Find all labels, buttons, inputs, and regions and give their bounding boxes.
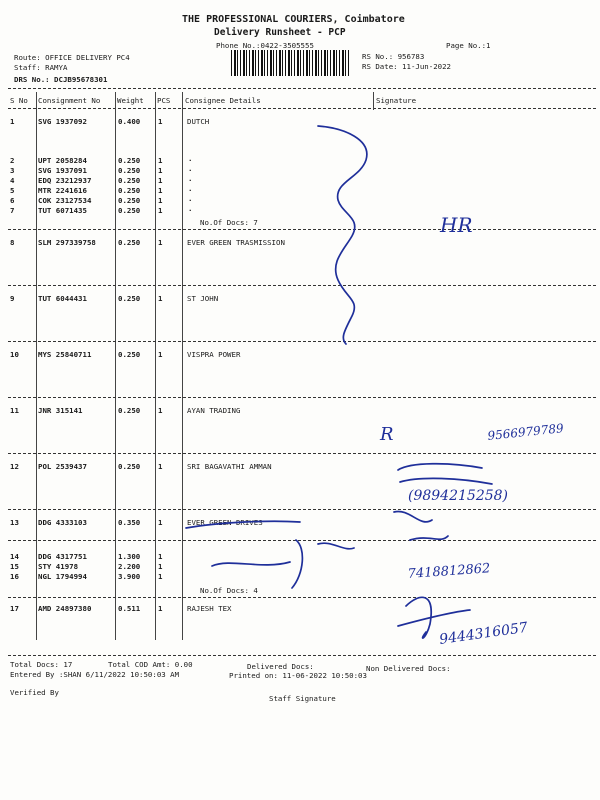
- docs-count-group2: No.Of Docs: 4: [200, 586, 258, 595]
- row-consignment: SVG 1937091: [38, 166, 87, 175]
- row-consignee: EVER GREEN DRIVES: [187, 518, 263, 527]
- row-sno: 8: [10, 238, 15, 247]
- row-weight: 0.250: [118, 176, 141, 185]
- row-weight: 0.511: [118, 604, 141, 613]
- rs-number: RS No.: 956783: [362, 52, 425, 61]
- row-consignee: ST JOHN: [187, 294, 219, 303]
- row-pcs: 1: [158, 156, 163, 165]
- row-pcs: 1: [158, 562, 163, 571]
- row-consignee: EVER GREEN TRASMISSION: [187, 238, 285, 247]
- row-consignment: STY 41978: [38, 562, 79, 571]
- row-sno: 6: [10, 196, 15, 205]
- route: Route: OFFICE DELIVERY PC4: [14, 53, 130, 62]
- row-weight: 1.300: [118, 552, 141, 561]
- printed-on: Printed on: 11-06-2022 10:50:03: [229, 671, 367, 680]
- row-pcs: 1: [158, 117, 163, 126]
- row-sno: 13: [10, 518, 19, 527]
- col-consignee: Consignee Details: [185, 96, 261, 105]
- staff: Staff: RAMYA: [14, 63, 68, 72]
- row-weight: 0.250: [118, 350, 141, 359]
- handwritten-phone-17: 9444316057: [438, 619, 529, 648]
- row-weight: 0.250: [118, 186, 141, 195]
- col-consignment: Consignment No: [38, 96, 101, 105]
- row-sno: 15: [10, 562, 19, 571]
- row-weight: 0.250: [118, 206, 141, 215]
- row-weight: 0.250: [118, 196, 141, 205]
- sig-row11: R: [380, 424, 394, 445]
- verified-by: Verified By: [10, 688, 59, 697]
- page-number: Page No.:1: [446, 41, 491, 50]
- non-delivered-docs: Non Delivered Docs:: [366, 664, 451, 673]
- row-consignment: MTR 2241616: [38, 186, 87, 195]
- rs-date: RS Date: 11-Jun-2022: [362, 62, 451, 71]
- entered-by: Entered By :SHAN 6/11/2022 10:50:03 AM: [10, 670, 180, 679]
- row-weight: 0.250: [118, 294, 141, 303]
- row-sno: 16: [10, 572, 19, 581]
- row-consignee: RAJESH TEX: [187, 604, 232, 613]
- row-sno: 5: [10, 186, 15, 195]
- col-signature: Signature: [376, 96, 417, 105]
- row-consignee: .: [188, 164, 193, 173]
- row-consignee: .: [188, 204, 193, 213]
- row-consignment: SLM 297339758: [38, 238, 96, 247]
- row-consignee: DUTCH: [187, 117, 210, 126]
- row-sno: 10: [10, 350, 19, 359]
- row-consignment: TUT 6044431: [38, 294, 87, 303]
- runsheet-title: Delivery Runsheet - PCP: [214, 27, 346, 38]
- row-sno: 9: [10, 294, 15, 303]
- row-pcs: 1: [158, 406, 163, 415]
- row-pcs: 1: [158, 462, 163, 471]
- company-name: THE PROFESSIONAL COURIERS, Coimbatore: [182, 14, 405, 25]
- row-sno: 1: [10, 117, 15, 126]
- row-weight: 0.250: [118, 462, 141, 471]
- row-sno: 12: [10, 462, 19, 471]
- row-weight: 0.250: [118, 238, 141, 247]
- row-consignee: SRI BAGAVATHI AMMAN: [187, 462, 272, 471]
- row-pcs: 1: [158, 176, 163, 185]
- drs-number: DRS No.: DCJB95678301: [14, 75, 108, 84]
- row-sno: 4: [10, 176, 15, 185]
- row-pcs: 1: [158, 238, 163, 247]
- total-docs: Total Docs: 17: [10, 660, 73, 669]
- staff-signature-label: Staff Signature: [269, 694, 336, 703]
- row-pcs: 1: [158, 196, 163, 205]
- row-pcs: 1: [158, 604, 163, 613]
- row-pcs: 1: [158, 294, 163, 303]
- handwritten-phone-12: (9894215258): [408, 488, 508, 504]
- row-pcs: 1: [158, 186, 163, 195]
- row-weight: 0.250: [118, 166, 141, 175]
- row-consignment: POL 2539437: [38, 462, 87, 471]
- row-sno: 11: [10, 406, 19, 415]
- handwritten-phone-14: 7418812862: [407, 561, 491, 582]
- row-consignment: NGL 1794994: [38, 572, 87, 581]
- row-pcs: 1: [158, 518, 163, 527]
- row-weight: 3.900: [118, 572, 141, 581]
- col-pcs: PCS: [157, 96, 171, 105]
- row-consignee: .: [188, 174, 193, 183]
- row-consignee: .: [188, 184, 193, 193]
- row-pcs: 1: [158, 166, 163, 175]
- row-consignment: JNR 315141: [38, 406, 83, 415]
- total-cod: Total COD Amt: 0.00: [108, 660, 193, 669]
- col-weight: Weight: [117, 96, 144, 105]
- row-consignment: EDQ 23212937: [38, 176, 92, 185]
- row-consignment: AMD 24897380: [38, 604, 92, 613]
- row-consignment: UPT 2058284: [38, 156, 87, 165]
- row-weight: 2.200: [118, 562, 141, 571]
- row-sno: 14: [10, 552, 19, 561]
- row-weight: 0.350: [118, 518, 141, 527]
- sig-hr: HR: [440, 213, 473, 237]
- row-weight: 0.250: [118, 156, 141, 165]
- row-consignee: .: [188, 194, 193, 203]
- row-weight: 0.250: [118, 406, 141, 415]
- row-consignment: TUT 6071435: [38, 206, 87, 215]
- handwritten-phone-11: 9566979789: [486, 421, 565, 443]
- row-pcs: 1: [158, 350, 163, 359]
- row-consignment: MYS 25840711: [38, 350, 92, 359]
- row-weight: 0.400: [118, 117, 141, 126]
- row-pcs: 1: [158, 552, 163, 561]
- phone-number: Phone No.:0422-3505555: [216, 41, 314, 50]
- row-sno: 7: [10, 206, 15, 215]
- row-sno: 3: [10, 166, 15, 175]
- docs-count-group1: No.Of Docs: 7: [200, 218, 258, 227]
- row-consignee: VISPRA POWER: [187, 350, 241, 359]
- row-pcs: 1: [158, 572, 163, 581]
- row-pcs: 1: [158, 206, 163, 215]
- row-consignee: AYAN TRADING: [187, 406, 241, 415]
- row-consignment: DDG 4333103: [38, 518, 87, 527]
- row-sno: 17: [10, 604, 19, 613]
- row-consignee: .: [188, 154, 193, 163]
- row-consignment: DDG 4317751: [38, 552, 87, 561]
- row-consignment: COK 23127534: [38, 196, 92, 205]
- row-consignment: SVG 1937092: [38, 117, 87, 126]
- col-sno: S No: [10, 96, 28, 105]
- row-sno: 2: [10, 156, 15, 165]
- delivered-docs: Delivered Docs:: [247, 662, 314, 671]
